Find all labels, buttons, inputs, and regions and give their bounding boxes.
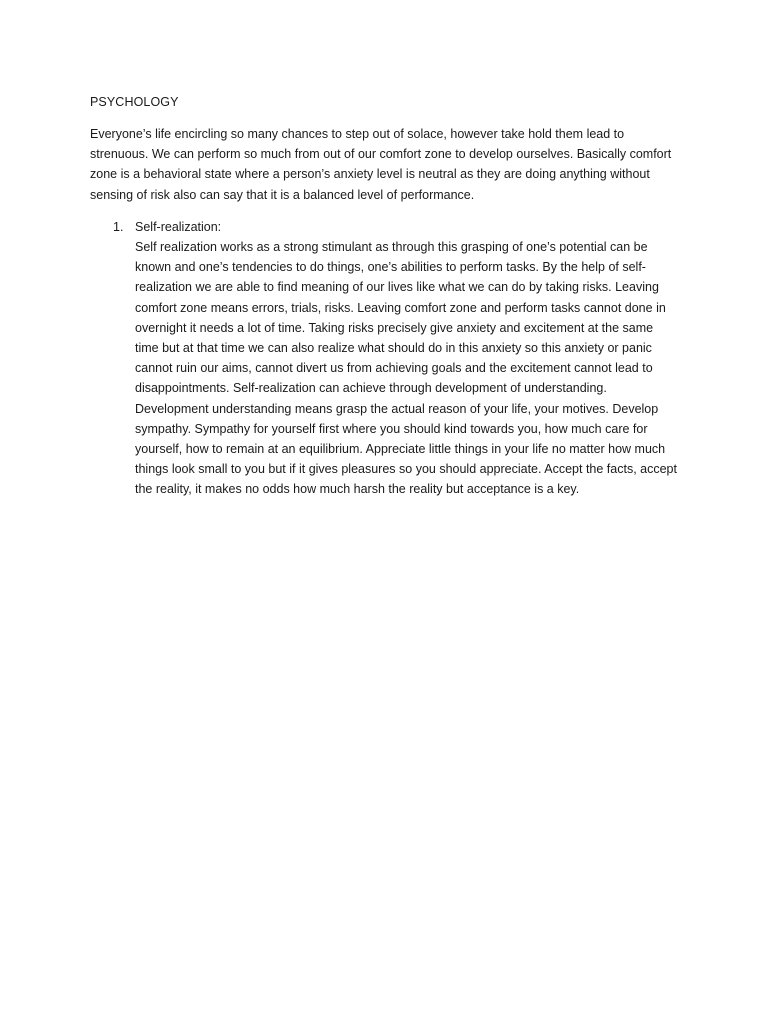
document-heading: PSYCHOLOGY <box>90 95 179 109</box>
list-item <box>90 217 680 500</box>
list-item-number: 1. <box>113 219 124 234</box>
intro-paragraph: Everyone’s life encircling so many chances to step out of solace, however take hold them lead to strenuous. We can perform so much from out of our comfort zone to develop ourselves. Basically comfort zone is a behavioral state where a person’s anxiety level is neutral as they are doing anything without sensing of risk also can say that it is a balanced level of performance. <box>90 127 672 202</box>
numbered-list <box>90 217 680 500</box>
list-item-title: Self-realization: <box>135 219 222 234</box>
list-item-body: Self realization works as a strong stimulant as through this grasping of one’s potential can be known and one’s tendencies to do things, one’s abilities to perform tasks. By the help of self-realization we are able to find meaning of our lives like what we can do by taking risks. Leaving comfort zone means errors, trials, risks. Leaving comfort zone and perform tasks cannot done in overnight it needs a lot of time. Taking risks precisely give anxiety and excitement at the same time but at that time we can also realize what should do in this anxiety so this anxiety or panic cannot ruin our aims, cannot divert us from achieving goals and the excitement cannot lead to disappointments. Self-realization can achieve through development of understanding. Development understanding means grasp the actual reason of your life, your motives. Develop sympathy. Sympathy for yourself first where you should kind towards you, how much care for yourself, how to remain at an equilibrium. Appreciate little things in your life no matter how much things look small to you but if it gives pleasures so you should appreciate. Accept the facts, accept the reality, it makes no odds how much harsh the reality but acceptance is a key. <box>135 240 677 497</box>
document-content <box>90 92 680 500</box>
